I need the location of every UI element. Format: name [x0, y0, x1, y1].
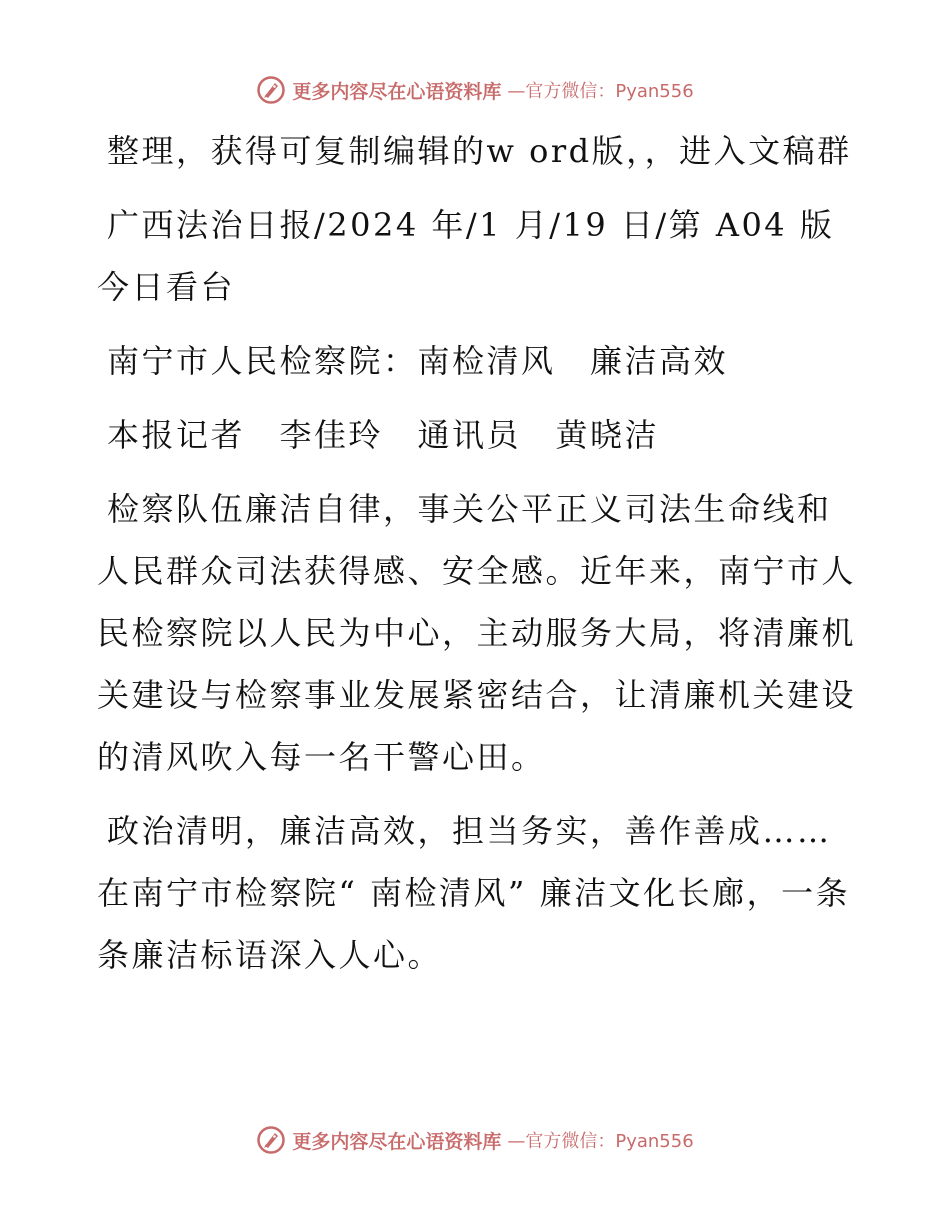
watermark-main-text: 更多内容尽在心语资料库: [292, 1130, 502, 1153]
watermark-sub-text: —官方微信：Pyan556: [507, 81, 694, 102]
pen-nib-logo-icon: [256, 1125, 286, 1155]
paragraph-source: 广西法治日报/2024 年/1 月/19 日/第 A04 版今日看台: [97, 206, 835, 306]
watermark-main-text: 更多内容尽在心语资料库: [292, 80, 502, 103]
header-watermark: [0, 72, 950, 108]
footer-watermark: [0, 1122, 950, 1158]
paragraph-body-1: 检察队伍廉洁自律，事关公平正义司法生命线和人民群众司法获得感、安全感。近年来，南宁市人民检察院以人民为中心，主动服务大局，将清廉机关建设与检察事业发展紧密结合，让清廉机关建设的清风吹入每一名干警心田。: [97, 490, 857, 776]
paragraph-body-2: 政治清明，廉洁高效，担当务实，善作善成……在南宁市检察院“ 南检清风” 廉洁文化长廊，一条条廉洁标语深入人心。: [97, 812, 851, 974]
pen-nib-logo-icon: [256, 75, 286, 105]
document-body: [97, 120, 857, 998]
article-title: 南宁市人民检察院：南检清风 廉洁高效: [107, 342, 729, 380]
watermark-sub-text: —官方微信：Pyan556: [507, 1131, 694, 1152]
paragraph-intro-note: 整理，获得可复制编辑的w ord版，，进入文稿群: [107, 132, 852, 170]
article-byline: 本报记者 李佳玲 通讯员 黄晓洁: [107, 416, 660, 454]
